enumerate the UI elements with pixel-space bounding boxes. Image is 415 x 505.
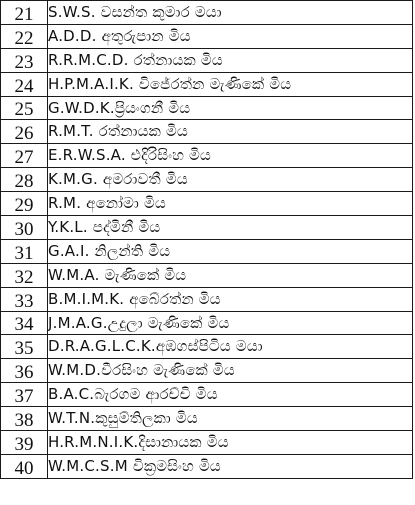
row-number: 36 [1,359,48,383]
table-row [1,1,413,25]
table-row [1,263,413,287]
table-row [1,168,413,192]
table-row [1,431,413,455]
row-number: 31 [1,239,48,263]
row-name: G.W.D.K.ප්‍රියංගනී මිය [48,96,413,120]
row-number: 40 [1,454,48,478]
row-number: 26 [1,120,48,144]
row-name: G.A.I. නිලන්ති මිය [48,239,413,263]
row-number: 30 [1,216,48,240]
table-row [1,311,413,335]
row-name: Y.K.L. පද්මිනී මිය [48,216,413,240]
row-number: 22 [1,24,48,48]
row-name: B.M.I.M.K. අබේරත්න මිය [48,287,413,311]
table-row [1,407,413,431]
row-number: 25 [1,96,48,120]
row-name: A.D.D. අතුරුපාන මිය [48,24,413,48]
row-name: H.P.M.A.I.K. විජේරත්න මැණිකේ මිය [48,72,413,96]
row-number: 24 [1,72,48,96]
row-number: 21 [1,1,48,25]
row-name: K.M.G. අමරාවතී මිය [48,168,413,192]
table-row [1,24,413,48]
row-name: D.R.A.G.L.C.K.අඹගස්පිටිය මයා [48,335,413,359]
row-name: R.M.T. රත්නායක මිය [48,120,413,144]
row-number: 37 [1,383,48,407]
table-row [1,192,413,216]
table-row [1,144,413,168]
row-number: 29 [1,192,48,216]
table-row [1,383,413,407]
row-name: W.T.N.කුසුම්තිලකා මිය [48,407,413,431]
row-name: W.M.A. මැණිකේ මිය [48,263,413,287]
table-row [1,216,413,240]
table-row [1,335,413,359]
row-number: 23 [1,48,48,72]
row-name: J.M.A.G.උදුලා මැණිකේ මිය [48,311,413,335]
row-number: 28 [1,168,48,192]
row-number: 27 [1,144,48,168]
row-number: 32 [1,263,48,287]
row-name: W.M.C.S.M වික්‍රමසිංහ මිය [48,454,413,478]
row-name: R.M. අනෝමා මිය [48,192,413,216]
table-row [1,72,413,96]
row-number: 34 [1,311,48,335]
row-name: W.M.D.වීරසිංහ මැණිකේ මිය [48,359,413,383]
row-number: 35 [1,335,48,359]
table-row [1,120,413,144]
row-name: S.W.S. වසන්ත කුමාර මයා [48,1,413,25]
row-name: E.R.W.S.A. එදිරිසිංහ මිය [48,144,413,168]
table-row [1,48,413,72]
table-row [1,359,413,383]
row-name: B.A.C.බැරගම ආරච්චි මිය [48,383,413,407]
row-name: R.R.M.C.D. රත්නායක මිය [48,48,413,72]
table-row [1,239,413,263]
table-row [1,454,413,478]
names-table-body [1,1,413,479]
row-name: H.R.M.N.I.K.දිසානායක මිය [48,431,413,455]
row-number: 39 [1,431,48,455]
table-row [1,287,413,311]
table-row [1,96,413,120]
row-number: 33 [1,287,48,311]
row-number: 38 [1,407,48,431]
